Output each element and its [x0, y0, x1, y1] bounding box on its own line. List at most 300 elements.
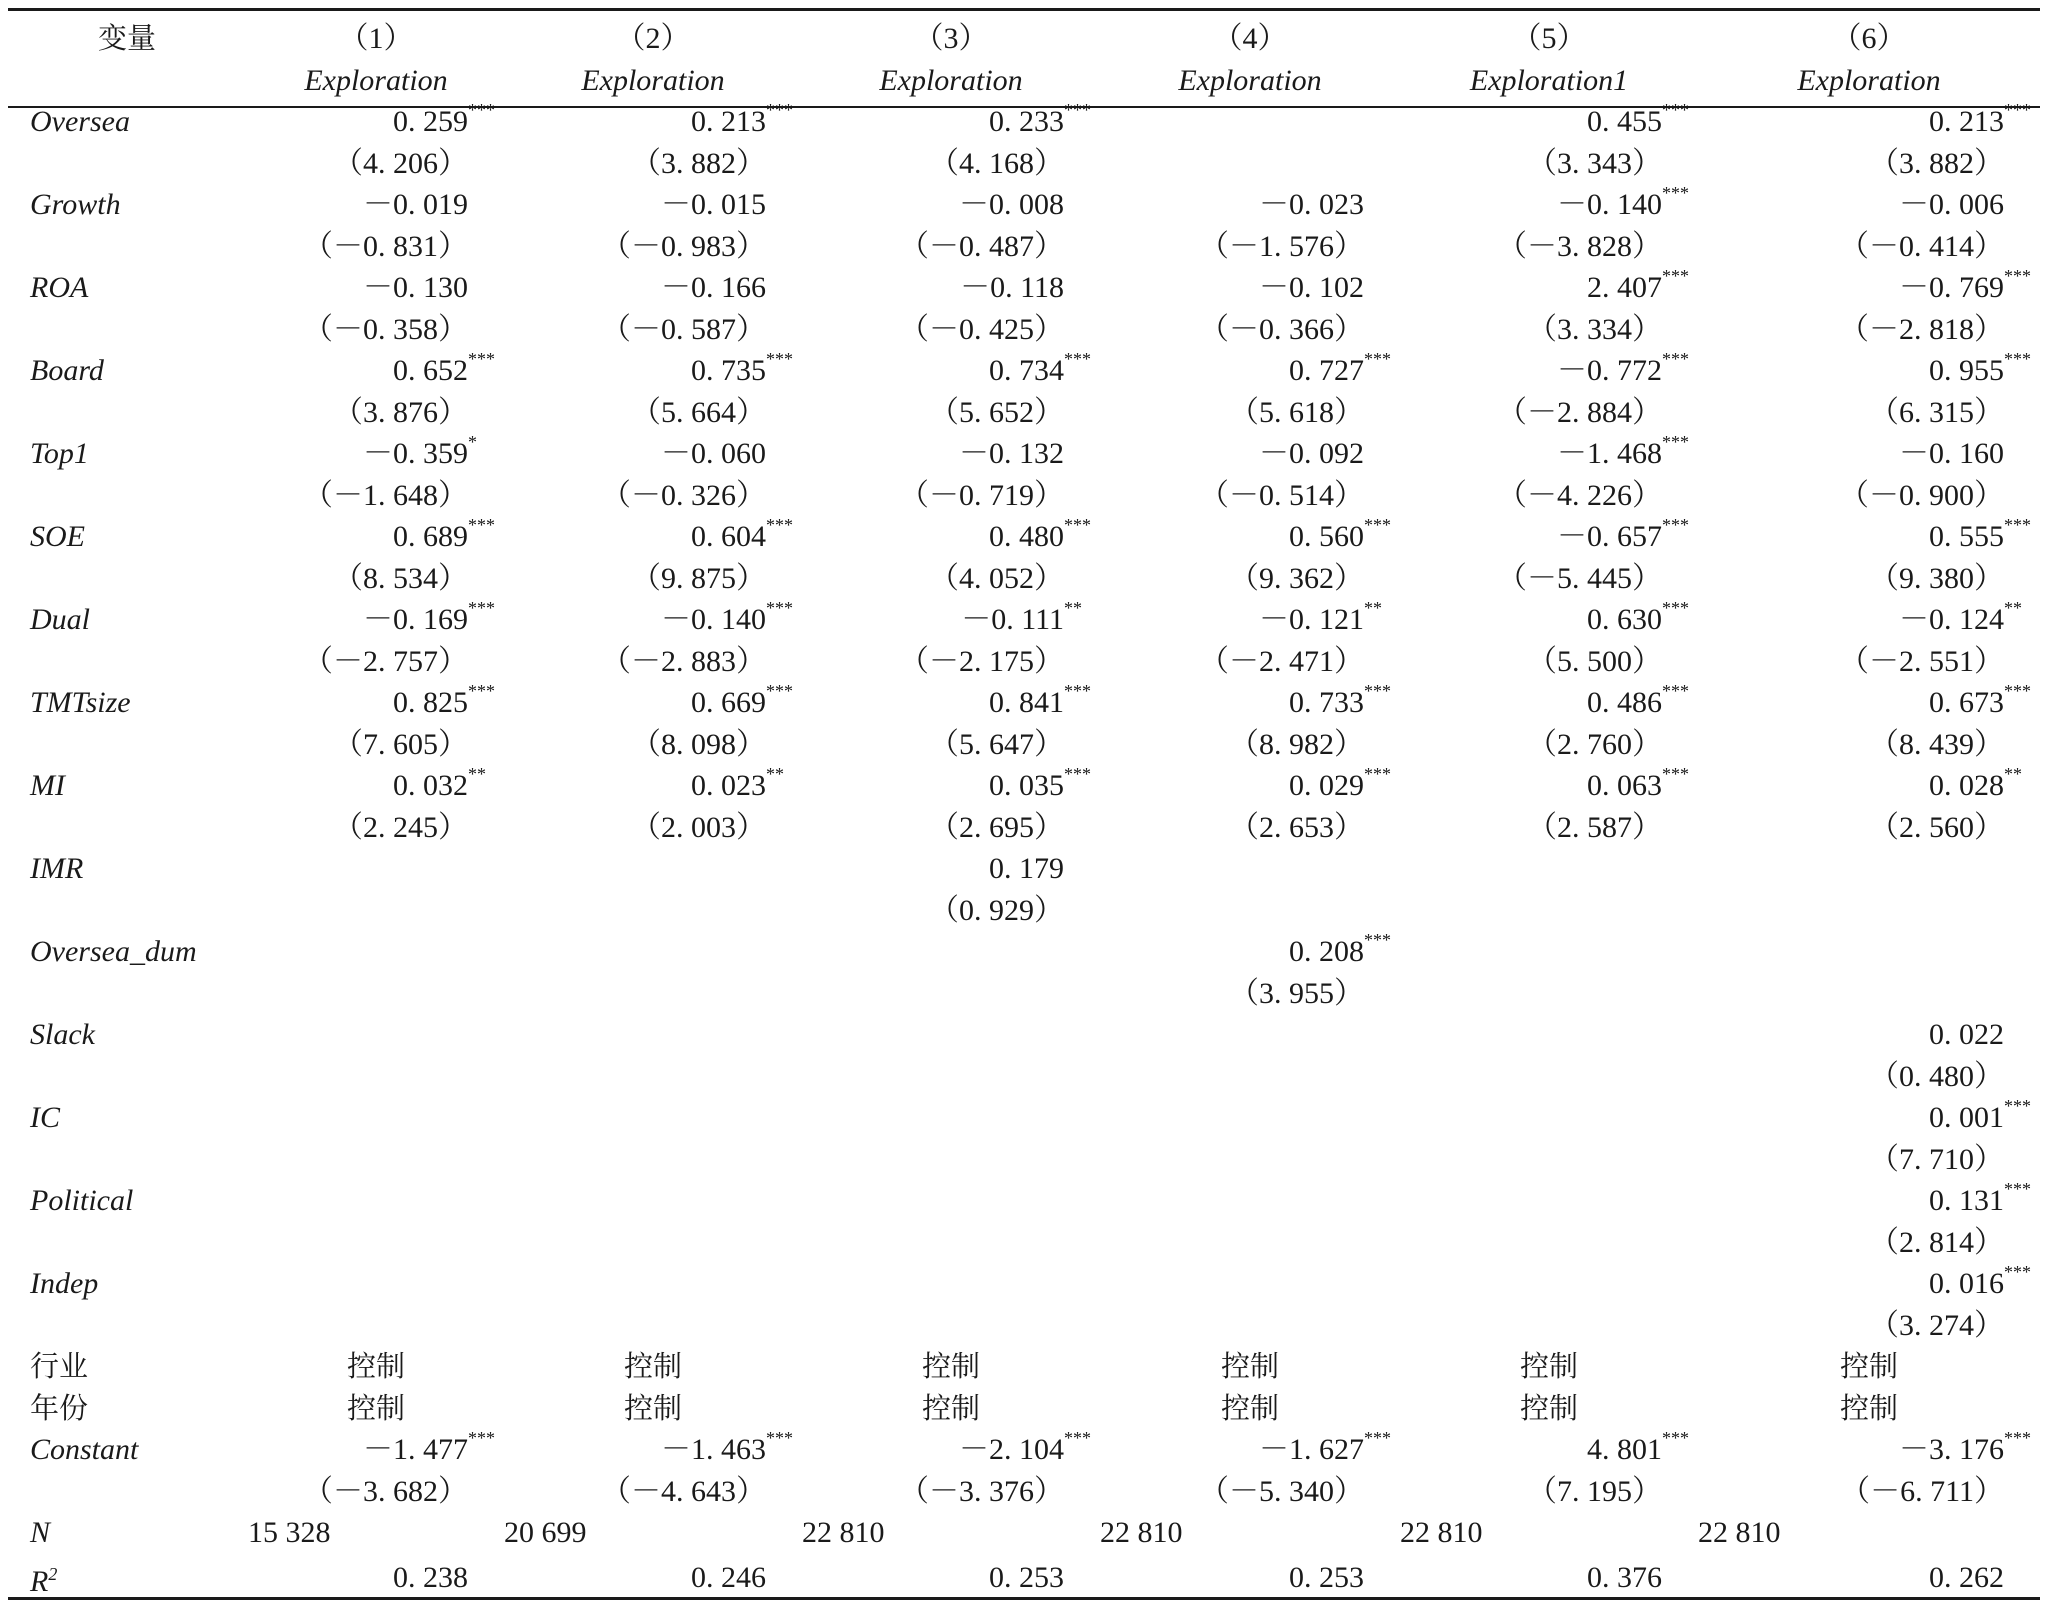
- blank-cell: [8, 475, 248, 517]
- variable-label: Growth: [30, 188, 121, 221]
- significance-stars: ***: [1064, 764, 1091, 784]
- t-stat-cell: [248, 1056, 504, 1098]
- t-stat-row: [8, 1471, 2040, 1513]
- blank-cell: [8, 724, 248, 766]
- significance-stars: **: [2004, 598, 2022, 618]
- coef-cell: [1698, 1263, 2040, 1305]
- variable-label: Political: [30, 1184, 134, 1217]
- t-stat-cell: （－5. 445）: [1497, 561, 1662, 595]
- t-stat-cell: [1100, 1056, 1400, 1098]
- t-stat-cell: （2. 695）: [929, 810, 1064, 844]
- coef-value: 2. 407: [1587, 271, 1662, 304]
- coef-value: －0. 102: [1259, 271, 1364, 304]
- t-stat-cell: （－2. 818）: [1839, 312, 2004, 346]
- t-stat-cell: （－0. 900）: [1839, 478, 2004, 512]
- coef-cell: [1400, 267, 1698, 309]
- coef-cell: [504, 516, 802, 558]
- coef-cell: [248, 682, 504, 724]
- t-stat-cell: [504, 890, 802, 932]
- t-stat-cell: （9. 875）: [631, 561, 766, 595]
- t-stat-cell: （－5. 340）: [1199, 1474, 1364, 1508]
- header-row-dependent: [8, 60, 2040, 102]
- t-stat-cell: [1400, 890, 1698, 932]
- t-stat-cell: （－2. 471）: [1199, 644, 1364, 678]
- t-stat-cell: （－1. 576）: [1199, 229, 1364, 263]
- coef-value: －0. 132: [959, 437, 1064, 470]
- coef-cell: [248, 267, 504, 309]
- coef-value: －0. 023: [1259, 188, 1364, 221]
- coef-cell: [504, 1097, 802, 1139]
- coef-value: 0. 652: [393, 354, 468, 387]
- coef-row: [8, 765, 2040, 807]
- coef-cell: [1400, 931, 1698, 973]
- t-stat-cell: [802, 1305, 1100, 1347]
- blank-cell: [8, 226, 248, 268]
- t-stat-cell: （2. 587）: [1527, 810, 1662, 844]
- t-stat-cell: （－0. 358）: [303, 312, 468, 346]
- r2-value-cell: [248, 1554, 504, 1603]
- t-stat-cell: [248, 1222, 504, 1264]
- t-stat-cell: （－0. 719）: [899, 478, 1064, 512]
- dependent-variable: Exploration: [879, 63, 1023, 97]
- coef-cell: [504, 350, 802, 392]
- significance-stars: ***: [1364, 349, 1391, 369]
- control-row: [8, 1388, 2040, 1430]
- coef-value: 0. 028: [1929, 769, 2004, 802]
- t-stat-row: [8, 475, 2040, 517]
- variable-header: 变量: [98, 21, 157, 55]
- r2-value-cell: [1698, 1554, 2040, 1603]
- variable-label: Slack: [30, 1018, 95, 1051]
- coef-cell: [802, 101, 1100, 143]
- t-stat-cell: [1698, 973, 2040, 1015]
- t-stat-cell: （0. 480）: [1869, 1059, 2004, 1093]
- coef-value: 4. 801: [1587, 1433, 1662, 1466]
- t-stat-cell: [802, 1222, 1100, 1264]
- t-stat-cell: （3. 882）: [1869, 146, 2004, 180]
- t-stat-cell: [802, 973, 1100, 1015]
- coef-value: 0. 023: [691, 769, 766, 802]
- control-label: 年份: [30, 1390, 89, 1425]
- coef-value: 0. 486: [1587, 686, 1662, 719]
- coef-value: 0. 604: [691, 520, 766, 553]
- coef-value: －0. 092: [1259, 437, 1364, 470]
- coef-cell: [1400, 184, 1698, 226]
- t-stat-cell: （2. 814）: [1869, 1225, 2004, 1259]
- coef-cell: [802, 599, 1100, 641]
- coef-value: －0. 019: [363, 188, 468, 221]
- blank-cell: [8, 392, 248, 434]
- coef-value: －0. 008: [959, 188, 1064, 221]
- coef-value: －1. 463: [661, 1433, 766, 1466]
- t-stat-cell: [248, 1305, 504, 1347]
- coef-row: [8, 433, 2040, 475]
- coef-value: －0. 166: [661, 271, 766, 304]
- coef-row: [8, 848, 2040, 890]
- coef-cell: [1698, 433, 2040, 475]
- blank-cell: [8, 60, 248, 102]
- t-stat-row: [8, 558, 2040, 600]
- column-number: （6）: [1831, 22, 1907, 55]
- coef-cell: [802, 1429, 1100, 1471]
- significance-stars: ***: [2004, 1428, 2031, 1448]
- coef-cell: [802, 267, 1100, 309]
- blank-cell: [8, 641, 248, 683]
- coef-value: －1. 477: [363, 1433, 468, 1466]
- significance-stars: ***: [1364, 681, 1391, 701]
- coef-value: 0. 727: [1289, 354, 1364, 387]
- t-stat-cell: （2. 653）: [1229, 810, 1364, 844]
- coef-cell: [504, 1014, 802, 1056]
- t-stat-cell: （－0. 366）: [1199, 312, 1364, 346]
- coef-value: 0. 733: [1289, 686, 1364, 719]
- t-stat-row: [8, 1139, 2040, 1181]
- coef-cell: [802, 1014, 1100, 1056]
- t-stat-cell: [802, 1139, 1100, 1181]
- coef-cell: [1100, 1429, 1400, 1471]
- t-stat-cell: （－0. 414）: [1839, 229, 2004, 263]
- coef-cell: [1400, 350, 1698, 392]
- coef-cell: [802, 433, 1100, 475]
- control-value: 控制: [1220, 1349, 1279, 1383]
- blank-cell: [8, 1471, 248, 1513]
- coef-value: －0. 111: [961, 603, 1064, 636]
- t-stat-cell: （7. 605）: [333, 727, 468, 761]
- coef-cell: [1400, 433, 1698, 475]
- significance-stars: ***: [1364, 515, 1391, 535]
- t-stat-cell: [1400, 1222, 1698, 1264]
- coef-value: 0. 955: [1929, 354, 2004, 387]
- t-stat-cell: （3. 274）: [1869, 1308, 2004, 1342]
- t-stat-cell: （5. 652）: [929, 395, 1064, 429]
- t-stat-cell: （－0. 326）: [601, 478, 766, 512]
- coef-row: [8, 1263, 2040, 1305]
- coef-row: [8, 101, 2040, 143]
- blank-cell: [8, 1139, 248, 1181]
- coef-row: [8, 1014, 2040, 1056]
- coef-cell: [1698, 267, 2040, 309]
- coef-cell: [248, 433, 504, 475]
- coef-value: 0. 841: [989, 686, 1064, 719]
- t-stat-cell: （4. 052）: [929, 561, 1064, 595]
- coef-cell: [504, 184, 802, 226]
- significance-stars: **: [1364, 598, 1382, 618]
- coef-value: －0. 657: [1557, 520, 1662, 553]
- n-value: 22 810: [1400, 1516, 1483, 1549]
- coef-cell: [248, 848, 504, 890]
- coef-row: [8, 1097, 2040, 1139]
- column-number: （4）: [1212, 22, 1288, 55]
- blank-cell: [8, 807, 248, 849]
- coef-value: 0. 673: [1929, 686, 2004, 719]
- significance-stars: ***: [766, 681, 793, 701]
- significance-stars: ***: [1662, 183, 1689, 203]
- coef-value: 0. 208: [1289, 935, 1364, 968]
- t-stat-cell: （－0. 587）: [601, 312, 766, 346]
- coef-cell: [1400, 848, 1698, 890]
- t-stat-cell: （－3. 828）: [1497, 229, 1662, 263]
- coef-cell: [802, 184, 1100, 226]
- t-stat-cell: [248, 890, 504, 932]
- significance-stars: ***: [2004, 1096, 2031, 1116]
- coef-cell: [1698, 931, 2040, 973]
- variable-label: Dual: [30, 603, 90, 636]
- t-stat-cell: （－2. 884）: [1497, 395, 1662, 429]
- coef-value: －0. 118: [960, 271, 1064, 304]
- coef-cell: [802, 516, 1100, 558]
- coef-cell: [1698, 184, 2040, 226]
- t-stat-cell: （5. 664）: [631, 395, 766, 429]
- t-stat-cell: [1400, 1056, 1698, 1098]
- r2-label: [8, 1554, 248, 1603]
- results-table: [8, 18, 2040, 1602]
- blank-cell: [8, 558, 248, 600]
- t-stat-cell: （7. 195）: [1527, 1474, 1662, 1508]
- t-stat-cell: （－4. 226）: [1497, 478, 1662, 512]
- t-stat-cell: [1100, 1222, 1400, 1264]
- variable-label: ROA: [30, 271, 89, 304]
- coef-cell: [1400, 1180, 1698, 1222]
- coef-cell: [802, 350, 1100, 392]
- significance-stars: ***: [468, 349, 495, 369]
- n-value: 22 810: [1698, 1516, 1781, 1549]
- significance-stars: ***: [1662, 266, 1689, 286]
- coef-value: －2. 104: [959, 1433, 1064, 1466]
- variable-label: Oversea_dum: [30, 935, 197, 968]
- significance-stars: ***: [1662, 681, 1689, 701]
- coef-cell: [504, 267, 802, 309]
- t-stat-cell: [1100, 890, 1400, 932]
- t-stat-row: [8, 1305, 2040, 1347]
- t-stat-cell: （9. 380）: [1869, 561, 2004, 595]
- t-stat-cell: （5. 500）: [1527, 644, 1662, 678]
- t-stat-cell: （0. 929）: [929, 893, 1064, 927]
- variable-label: Oversea: [30, 105, 130, 138]
- dependent-variable: Exploration: [581, 63, 725, 97]
- n-label: N: [30, 1516, 51, 1549]
- significance-stars: ***: [468, 1428, 495, 1448]
- coef-cell: [248, 101, 504, 143]
- significance-stars: ***: [468, 100, 495, 120]
- coef-cell: [802, 765, 1100, 807]
- control-value: 控制: [346, 1349, 405, 1383]
- coef-cell: [504, 682, 802, 724]
- coef-value: 0. 029: [1289, 769, 1364, 802]
- t-stat-cell: [248, 1139, 504, 1181]
- coef-cell: [1100, 267, 1400, 309]
- significance-stars: ***: [1364, 1428, 1391, 1448]
- coef-value: －0. 060: [661, 437, 766, 470]
- coef-cell: [248, 1014, 504, 1056]
- t-stat-cell: （6. 315）: [1869, 395, 2004, 429]
- coef-row: [8, 682, 2040, 724]
- coef-value: －0. 006: [1899, 188, 2004, 221]
- variable-label: TMTsize: [30, 686, 131, 719]
- t-stat-cell: （－0. 983）: [601, 229, 766, 263]
- coef-cell: [248, 516, 504, 558]
- significance-stars: ***: [1064, 681, 1091, 701]
- r2-value: 0. 253: [1289, 1561, 1364, 1594]
- significance-stars: ***: [1064, 349, 1091, 369]
- significance-stars: ***: [1662, 432, 1689, 452]
- coef-value: －0. 140: [1557, 188, 1662, 221]
- t-stat-cell: （8. 534）: [333, 561, 468, 595]
- t-stat-cell: [504, 1139, 802, 1181]
- t-stat-cell: （－3. 682）: [303, 1474, 468, 1508]
- coef-value: －0. 015: [661, 188, 766, 221]
- coef-cell: [248, 765, 504, 807]
- t-stat-cell: [504, 1222, 802, 1264]
- coef-cell: [1100, 765, 1400, 807]
- t-stat-cell: （－2. 883）: [601, 644, 766, 678]
- n-value: 15 328: [248, 1516, 331, 1549]
- coef-cell: [802, 931, 1100, 973]
- t-stat-cell: （－4. 643）: [601, 1474, 766, 1508]
- control-value: 控制: [346, 1390, 405, 1425]
- t-stat-cell: （4. 206）: [333, 146, 468, 180]
- r2-value: 0. 238: [393, 1561, 468, 1594]
- coef-cell: [1100, 1180, 1400, 1222]
- r2-superscript: 2: [48, 1563, 58, 1584]
- t-stat-cell: （2. 760）: [1527, 727, 1662, 761]
- coef-cell: [504, 599, 802, 641]
- coef-cell: [248, 1263, 504, 1305]
- t-stat-cell: （3. 876）: [333, 395, 468, 429]
- column-number: （3）: [913, 22, 989, 55]
- significance-stars: ***: [2004, 1262, 2031, 1282]
- coef-cell: [1400, 682, 1698, 724]
- t-stat-cell: [1100, 1305, 1400, 1347]
- t-stat-row: [8, 309, 2040, 351]
- coef-cell: [248, 350, 504, 392]
- coef-cell: [1698, 682, 2040, 724]
- t-stat-cell: （－1. 648）: [303, 478, 468, 512]
- significance-stars: **: [766, 764, 784, 784]
- significance-stars: **: [468, 764, 486, 784]
- coef-cell: [1400, 599, 1698, 641]
- t-stat-cell: （8. 439）: [1869, 727, 2004, 761]
- t-stat-cell: [802, 1056, 1100, 1098]
- t-stat-cell: （－0. 831）: [303, 229, 468, 263]
- coef-value: 0. 735: [691, 354, 766, 387]
- t-stat-cell: [1100, 1139, 1400, 1181]
- control-value: 控制: [921, 1390, 980, 1425]
- control-value: 控制: [1519, 1390, 1578, 1425]
- variable-label: Board: [30, 354, 104, 387]
- coef-value: 0. 035: [989, 769, 1064, 802]
- t-stat-cell: （3. 334）: [1527, 312, 1662, 346]
- blank-cell: [8, 309, 248, 351]
- coef-value: 0. 032: [393, 769, 468, 802]
- coef-row: [8, 931, 2040, 973]
- r2-value: 0. 262: [1929, 1561, 2004, 1594]
- coef-value: 0. 131: [1929, 1184, 2004, 1217]
- blank-cell: [8, 1056, 248, 1098]
- t-stat-cell: [1100, 143, 1400, 185]
- coef-cell: [1100, 350, 1400, 392]
- coef-value: －0. 359: [363, 437, 468, 470]
- t-stat-cell: （9. 362）: [1229, 561, 1364, 595]
- t-stat-cell: （－0. 514）: [1199, 478, 1364, 512]
- column-number: （2）: [615, 22, 691, 55]
- control-value: 控制: [1839, 1390, 1898, 1425]
- coef-cell: [1698, 1097, 2040, 1139]
- coef-value: －0. 124: [1899, 603, 2004, 636]
- significance-stars: ***: [1364, 930, 1391, 950]
- coef-value: －0. 130: [363, 271, 468, 304]
- coef-value: 0. 669: [691, 686, 766, 719]
- significance-stars: ***: [766, 1428, 793, 1448]
- top-rule: [8, 8, 2040, 11]
- t-stat-row: [8, 890, 2040, 932]
- coef-row: [8, 1429, 2040, 1471]
- coef-cell: [248, 184, 504, 226]
- t-stat-cell: （－0. 487）: [899, 229, 1064, 263]
- coef-value: 0. 233: [989, 105, 1064, 138]
- coef-value: 0. 259: [393, 105, 468, 138]
- coef-value: 0. 825: [393, 686, 468, 719]
- coef-value: 0. 001: [1929, 1101, 2004, 1134]
- n-value: 22 810: [1100, 1516, 1183, 1549]
- t-stat-cell: （－2. 175）: [899, 644, 1064, 678]
- coef-row: [8, 599, 2040, 641]
- t-stat-row: [8, 1056, 2040, 1098]
- coef-row: [8, 267, 2040, 309]
- coef-cell: [1400, 1097, 1698, 1139]
- coef-value: －0. 121: [1259, 603, 1364, 636]
- coef-cell: [504, 433, 802, 475]
- coef-value: －0. 160: [1899, 437, 2004, 470]
- coef-value: 0. 555: [1929, 520, 2004, 553]
- r2-value-cell: [504, 1554, 802, 1603]
- control-value: 控制: [1839, 1349, 1898, 1383]
- t-stat-row: [8, 392, 2040, 434]
- column-number: （1）: [338, 22, 414, 55]
- significance-stars: ***: [2004, 515, 2031, 535]
- significance-stars: ***: [766, 100, 793, 120]
- control-value: 控制: [623, 1390, 682, 1425]
- t-stat-cell: （2. 560）: [1869, 810, 2004, 844]
- significance-stars: ***: [766, 515, 793, 535]
- significance-stars: ***: [1364, 764, 1391, 784]
- coef-row: [8, 184, 2040, 226]
- coef-row: [8, 516, 2040, 558]
- r2-row: [8, 1554, 2040, 1603]
- t-stat-cell: （4. 168）: [929, 146, 1064, 180]
- t-stat-cell: [1400, 973, 1698, 1015]
- coef-cell: [1100, 1014, 1400, 1056]
- t-stat-row: [8, 973, 2040, 1015]
- coef-cell: [248, 931, 504, 973]
- significance-stars: ***: [766, 349, 793, 369]
- significance-stars: ***: [468, 598, 495, 618]
- coef-row: [8, 1180, 2040, 1222]
- t-stat-row: [8, 226, 2040, 268]
- coef-cell: [1698, 599, 2040, 641]
- coef-cell: [1698, 516, 2040, 558]
- coef-cell: [504, 765, 802, 807]
- coef-cell: [1100, 1097, 1400, 1139]
- coef-cell: [248, 1429, 504, 1471]
- r2-value: 0. 246: [691, 1561, 766, 1594]
- significance-stars: ***: [2004, 1179, 2031, 1199]
- t-stat-cell: [248, 973, 504, 1015]
- t-stat-row: [8, 1222, 2040, 1264]
- t-stat-cell: （3. 955）: [1229, 976, 1364, 1010]
- t-stat-cell: （－3. 376）: [899, 1474, 1064, 1508]
- significance-stars: ***: [2004, 100, 2031, 120]
- variable-label: Top1: [30, 437, 89, 470]
